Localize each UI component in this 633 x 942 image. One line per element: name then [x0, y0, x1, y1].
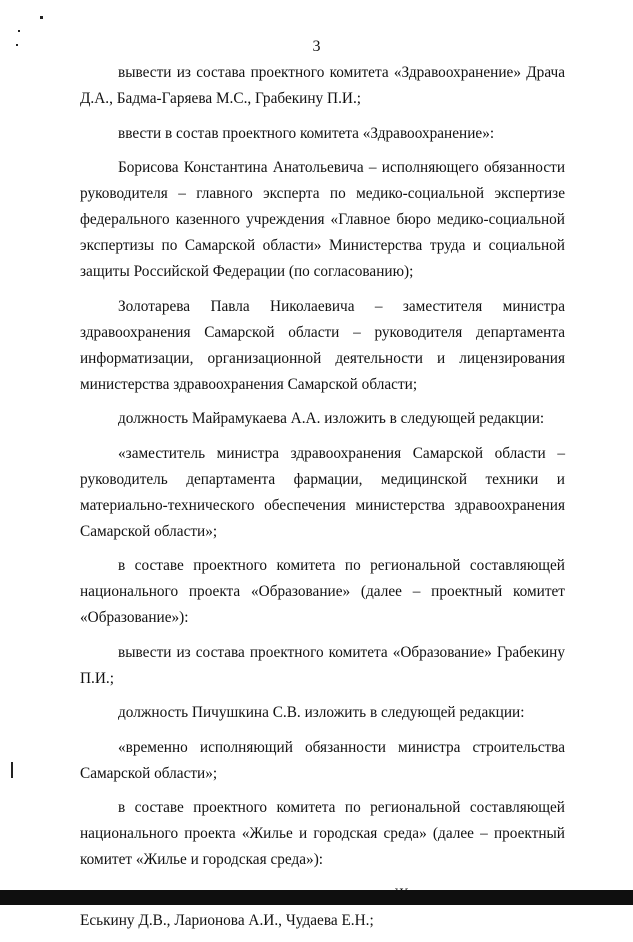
paragraph: Борисова Константина Анатольевича – исполняющего обязанности руководителя – главного эксперта по медико-социальной экспертизе федерального казенного учреждения «Главное бюро медико-социальной экспертизы по Самарской области» Министерства труда и социальной защиты Российской Федерации (по согласованию); [80, 159, 565, 280]
paragraph: Золотарева Павла Николаевича – заместителя министра здравоохранения Самарской области – руководителя департамента информатизации, организационной деятельности и лицензирования министерства здравоохранения Самарской области; [80, 297, 565, 393]
paragraph: должность Майрамукаева А.А. изложить в следующей редакции: [118, 410, 545, 427]
paragraph: в составе проектного комитета по региональной составляющей национального проекта «Жилье и городская среда» (далее – проектный комитет «Жилье и городская среда»): [80, 799, 565, 868]
paragraph: должность Пичушкина С.В. изложить в следующей редакции: [118, 704, 525, 721]
paragraph: Еськину Д.В., Ларионова А.И., Чудаева Е.Н.; [80, 911, 374, 929]
page-number: 3 [312, 38, 321, 55]
scan-mark [11, 762, 13, 778]
scan-speck [18, 30, 20, 32]
paragraph: в составе проектного комитета по региональной составляющей национального проекта «Образование» (далее – проектный комитет «Образование»): [80, 557, 565, 626]
paragraph: ввести в состав проектного комитета «Здравоохранение»: [118, 124, 495, 142]
document-body [80, 60, 565, 942]
paragraph: вывести из состава проектного комитета «Здравоохранение» Драча Д.А., Бадма-Гаряева М.С., Грабекину П.И.; [80, 64, 565, 107]
paragraph: «заместитель министра здравоохранения Самарской области – руководитель департамента фармации, медицинской техники и материально-технического обеспечения министерства здравоохранения Самарской области»; [80, 444, 565, 540]
scan-bottom-edge [0, 890, 633, 905]
paragraph: вывести из состава проектного комитета «Образование» Грабекину П.И.; [80, 643, 565, 687]
scan-speck [40, 16, 43, 19]
paragraph: «временно исполняющий обязанности министра строительства Самарской области»; [80, 738, 565, 782]
